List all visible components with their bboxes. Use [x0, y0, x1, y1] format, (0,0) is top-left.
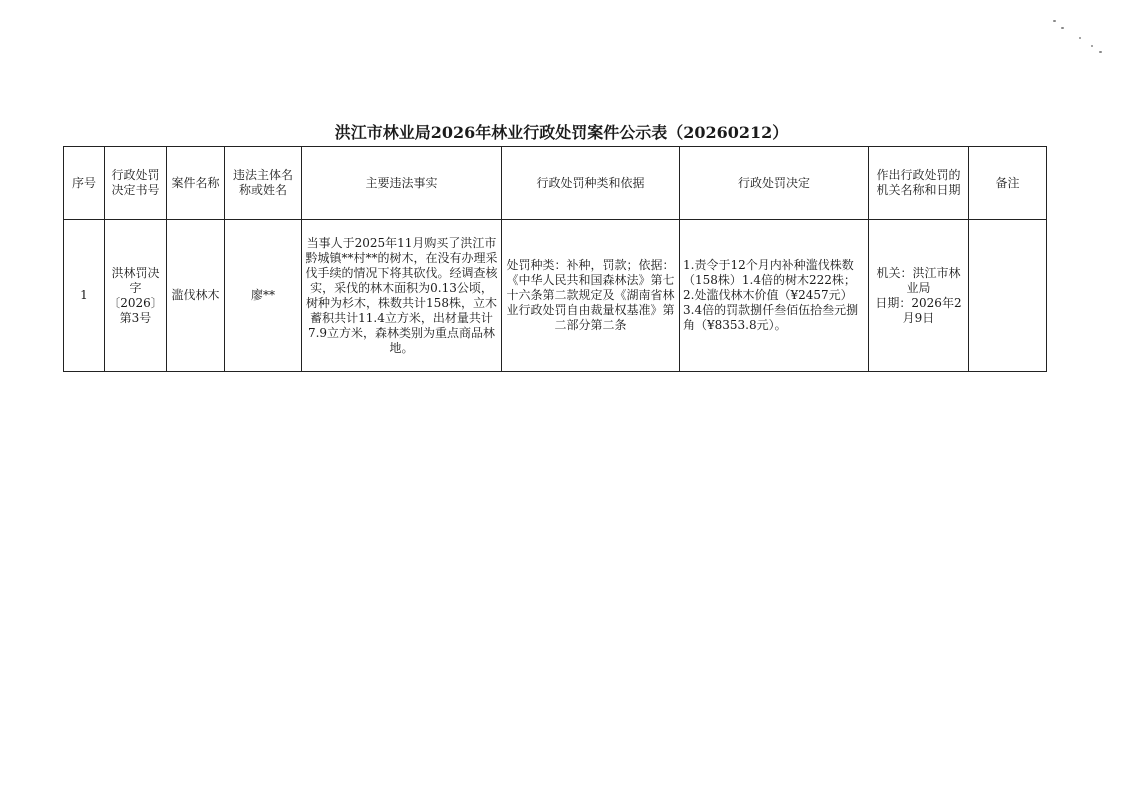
header-party: 违法主体名称或姓名	[225, 147, 302, 220]
authority-date: 日期：2026年2月9日	[875, 295, 962, 325]
cell-decision-no: 洪林罚决字〔2026〕第3号	[105, 220, 167, 372]
header-authority: 作出行政处罚的机关名称和日期	[869, 147, 969, 220]
scan-speck	[1061, 27, 1064, 29]
cell-decision: 1.责令于12个月内补种滥伐株数（158株）1.4倍的树木222株；2.处滥伐林木价值（¥2457元）3.4倍的罚款捌仟叁佰伍拾叁元捌角（¥8353.8元）。	[680, 220, 869, 372]
cell-basis: 处罚种类：补种，罚款；依据：《中华人民共和国森林法》第七十六条第二款规定及《湖南省林业行政处罚自由裁量权基准》第二部分第二条	[502, 220, 680, 372]
document-title: 洪江市林业局2026年林业行政处罚案件公示表（20260212）	[334, 123, 789, 142]
scan-speck	[1091, 45, 1093, 47]
cell-case-name: 滥伐林木	[167, 220, 225, 372]
cell-facts: 当事人于2025年11月购买了洪江市黔城镇**村**的树木，在没有办理采伐手续的情况下将其砍伐。经调查核实，采伐的林木面积为0.13公顷，树种为杉木，株数共计158株，立木蓄积共计11.4立方米，出材量共计7.9立方米，森林类别为重点商品林地。	[302, 220, 502, 372]
header-facts: 主要违法事实	[302, 147, 502, 220]
cell-authority	[869, 220, 969, 372]
penalty-table	[63, 146, 1047, 372]
cell-party: 廖**	[225, 220, 302, 372]
header-decision: 行政处罚决定	[680, 147, 869, 220]
header-index: 序号	[64, 147, 105, 220]
cell-index: 1	[64, 220, 105, 372]
header-case-name: 案件名称	[167, 147, 225, 220]
table-row	[64, 220, 1047, 372]
authority-org: 机关：洪江市林业局	[876, 265, 961, 295]
header-decision-no: 行政处罚决定书号	[105, 147, 167, 220]
cell-remarks	[969, 220, 1047, 372]
scan-speck	[1053, 20, 1056, 22]
scan-speck	[1099, 51, 1102, 53]
header-remarks: 备注	[969, 147, 1047, 220]
scan-speck	[1079, 37, 1081, 39]
table-header-row	[64, 147, 1047, 220]
header-basis: 行政处罚种类和依据	[502, 147, 680, 220]
